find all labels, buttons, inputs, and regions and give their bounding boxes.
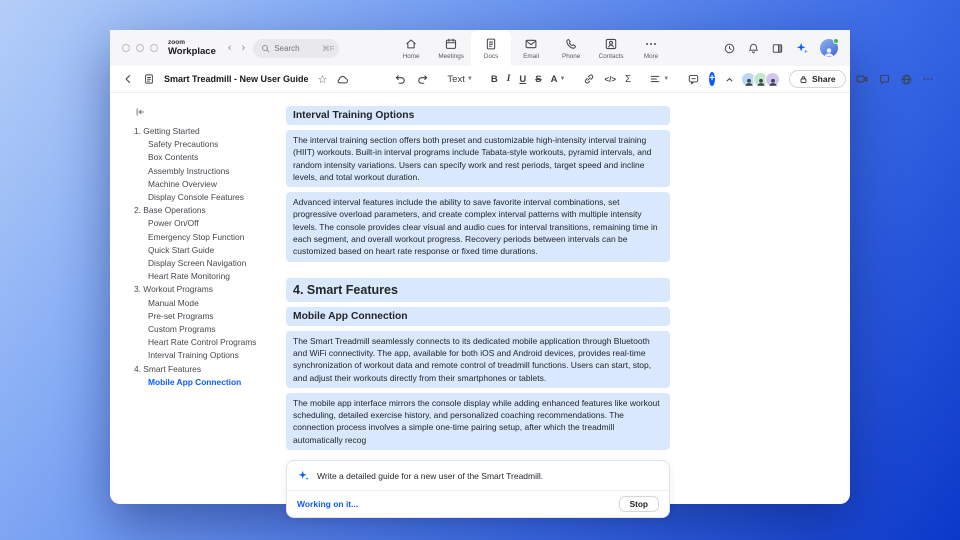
insert-link-icon[interactable] bbox=[583, 73, 595, 85]
envelope-icon bbox=[524, 37, 538, 51]
close-window-button[interactable] bbox=[122, 44, 130, 52]
video-camera-icon[interactable] bbox=[855, 72, 869, 86]
collaborator-avatar[interactable] bbox=[765, 72, 780, 87]
search-shortcut: ⌘F bbox=[322, 43, 335, 53]
nav-tab-contacts[interactable] bbox=[591, 30, 631, 66]
zoom-workplace-logo bbox=[168, 40, 216, 57]
strikethrough-button[interactable]: S bbox=[535, 73, 542, 85]
home-icon bbox=[404, 37, 418, 51]
underline-button[interactable]: U bbox=[519, 73, 527, 85]
ellipsis-icon bbox=[644, 37, 658, 51]
outline-item[interactable]: Heart Rate Monitoring bbox=[148, 271, 230, 282]
italic-button[interactable]: I bbox=[506, 74, 511, 84]
outline-item[interactable]: Power On/Off bbox=[148, 218, 199, 229]
logo-workplace-text: Workplace bbox=[168, 46, 216, 57]
content-block-p[interactable]: Advanced interval features include the ability to save favorite interval combinations, set progressive overload parameters, and create complex interval patterns with multiple intensity levels. The console provides clear visual and audio cues for interval transitions, remaining time in each segment, and overall workout progress. Recovery periods between intervals can be customized based on heart rate response or fixed time durations. bbox=[286, 192, 670, 261]
cloud-saved-icon[interactable] bbox=[336, 73, 349, 86]
primary-nav bbox=[391, 30, 671, 66]
outline-item[interactable]: Box Contents bbox=[148, 152, 199, 163]
search-input[interactable] bbox=[274, 44, 318, 53]
nav-tab-phone[interactable] bbox=[551, 30, 591, 66]
window-controls bbox=[122, 44, 158, 52]
chevron-down-icon: ▼ bbox=[663, 76, 670, 82]
nav-tab-meetings[interactable] bbox=[431, 30, 471, 66]
nav-back-chevron-icon[interactable]: ‹ bbox=[227, 42, 232, 54]
back-arrow-icon[interactable] bbox=[122, 73, 134, 85]
favorite-star-icon[interactable]: ☆ bbox=[317, 73, 328, 86]
logo-zoom-text: zoom bbox=[168, 38, 185, 46]
document-content bbox=[286, 106, 670, 518]
app-top-bar bbox=[110, 30, 850, 66]
search-icon bbox=[261, 44, 270, 53]
history-icon[interactable] bbox=[723, 42, 736, 55]
comment-icon[interactable] bbox=[687, 73, 700, 86]
text-style-dropdown[interactable]: Text ▼ bbox=[447, 73, 473, 85]
zoom-workplace-window bbox=[110, 30, 850, 510]
doc-icon bbox=[484, 37, 498, 51]
nav-tab-label: Email bbox=[523, 52, 539, 60]
text-color-dropdown[interactable]: A ▼ bbox=[550, 73, 566, 85]
bold-button[interactable]: B bbox=[490, 73, 498, 85]
content-block-p[interactable]: The Smart Treadmill seamlessly connects to its dedicated mobile application through Bluetooth and WiFi connectivity. The app, available for both iOS and Android devices, provides real-time synchronization of workout data and remote control of treadmill functions. Users can start, stop, and adjust their workouts directly from their smartphones or tablets. bbox=[286, 331, 670, 388]
document-title: Smart Treadmill - New User Guide bbox=[164, 74, 309, 84]
nav-forward-chevron-icon[interactable]: › bbox=[241, 42, 246, 54]
collapse-outline-icon[interactable] bbox=[134, 106, 148, 118]
share-button[interactable]: Share bbox=[789, 70, 846, 88]
collapse-toolbar-chevron-up[interactable] bbox=[724, 74, 735, 85]
nav-tab-label: Meetings bbox=[438, 52, 464, 60]
outline-item[interactable]: Display Screen Navigation bbox=[148, 258, 247, 269]
nav-tab-label: More bbox=[643, 52, 659, 60]
outline-item[interactable]: Machine Overview bbox=[148, 178, 217, 189]
content-block-h1[interactable]: 4. Smart Features bbox=[286, 278, 670, 302]
outline-sidebar bbox=[110, 106, 280, 518]
document-toolbar bbox=[110, 66, 850, 93]
notifications-bell-icon[interactable] bbox=[747, 42, 760, 55]
chevron-down-icon: ▼ bbox=[466, 76, 473, 82]
outline-item[interactable]: Mobile App Connection bbox=[148, 376, 242, 387]
ai-companion-panel bbox=[286, 460, 670, 518]
content-block-h2[interactable]: Interval Training Options bbox=[286, 106, 670, 125]
formula-button[interactable]: Σ bbox=[625, 73, 632, 85]
content-block-p[interactable]: The mobile app interface mirrors the console display while adding enhanced features like workout scheduling, detailed exercise history, and personalized coaching recommendations. The connection process involves a simple one-time pairing setup, after which the treadmill automatically recog bbox=[286, 393, 670, 450]
stop-generation-button[interactable]: Stop bbox=[619, 496, 659, 512]
ai-companion-sparkle-icon[interactable] bbox=[795, 41, 809, 55]
code-block-button[interactable]: </> bbox=[604, 74, 617, 84]
nav-tab-label: Contacts bbox=[598, 52, 624, 60]
undo-icon[interactable] bbox=[394, 73, 407, 86]
ai-insert-plus-button[interactable]: + bbox=[709, 73, 715, 84]
outline-item[interactable]: Safety Precautions bbox=[148, 139, 219, 150]
align-dropdown[interactable] bbox=[649, 73, 669, 85]
outline-item[interactable]: Manual Mode bbox=[148, 297, 199, 308]
nav-tab-more[interactable] bbox=[631, 30, 671, 66]
document-page-icon[interactable] bbox=[143, 73, 155, 85]
outline-item[interactable]: Heart Rate Control Programs bbox=[148, 337, 257, 348]
nav-tab-label: Home bbox=[402, 52, 420, 60]
outline-item[interactable]: 3. Workout Programs bbox=[134, 284, 213, 295]
lock-icon bbox=[799, 75, 808, 84]
nav-tab-docs[interactable] bbox=[471, 30, 511, 66]
outline-item[interactable]: 4. Smart Features bbox=[134, 363, 202, 374]
contacts-icon bbox=[604, 37, 618, 51]
nav-tab-label: Phone bbox=[562, 52, 581, 60]
chevron-down-icon: ▼ bbox=[559, 76, 566, 82]
outline-item[interactable]: Emergency Stop Function bbox=[148, 231, 245, 242]
calendar-icon bbox=[444, 37, 458, 51]
globe-language-icon[interactable] bbox=[900, 73, 913, 86]
more-options-icon[interactable] bbox=[922, 73, 934, 85]
chat-bubble-icon[interactable] bbox=[878, 73, 891, 86]
content-block-h2[interactable]: Mobile App Connection bbox=[286, 307, 670, 326]
nav-tab-email[interactable] bbox=[511, 30, 551, 66]
redo-icon[interactable] bbox=[416, 73, 429, 86]
side-panel-toggle-icon[interactable] bbox=[771, 42, 784, 55]
outline-item[interactable]: Custom Programs bbox=[148, 324, 216, 335]
outline-item[interactable]: 1. Getting Started bbox=[134, 126, 200, 136]
top-bar-right-icons bbox=[723, 39, 838, 57]
ai-status-text: Working on it... bbox=[297, 499, 359, 510]
nav-tab-label: Docs bbox=[483, 52, 499, 60]
outline-item[interactable]: Display Console Features bbox=[148, 192, 244, 203]
outline-item[interactable]: Pre-set Programs bbox=[148, 310, 214, 321]
presence-online-dot bbox=[833, 38, 839, 44]
phone-icon bbox=[564, 37, 578, 51]
outline-item[interactable]: Quick Start Guide bbox=[148, 244, 215, 255]
outline-item[interactable]: Interval Training Options bbox=[148, 350, 239, 361]
content-block-p[interactable]: The interval training section offers both preset and customizable high-intensity interval training (HIIT) workouts. Built-in interval programs include Tabata-style workouts, pyramid intervals, and random intensity variations. Users can specify work and rest periods, target speed and incline levels, and total workout duration. bbox=[286, 130, 670, 187]
document-body bbox=[110, 93, 850, 518]
outline-item[interactable]: 2. Base Operations bbox=[134, 205, 206, 216]
minimize-window-button[interactable] bbox=[136, 44, 144, 52]
nav-tab-home[interactable] bbox=[391, 30, 431, 66]
user-avatar[interactable] bbox=[820, 39, 838, 57]
outline-item[interactable]: Assembly Instructions bbox=[148, 165, 230, 176]
maximize-window-button[interactable] bbox=[150, 44, 158, 52]
global-search[interactable] bbox=[253, 39, 339, 58]
ai-prompt-text: Write a detailed guide for a new user of the Smart Treadmill. bbox=[317, 470, 544, 481]
ai-sparkle-icon bbox=[297, 469, 310, 482]
collaborator-avatars bbox=[744, 72, 780, 87]
